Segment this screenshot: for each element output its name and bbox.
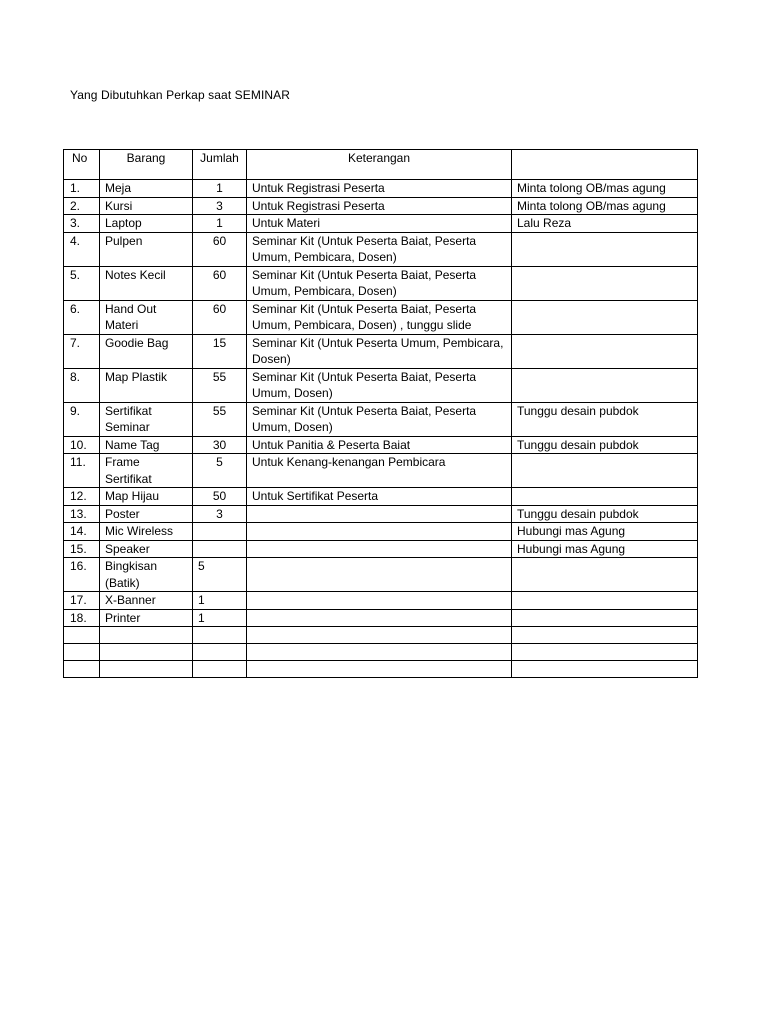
cell-no [64,644,100,661]
cell-jumlah: 60 [193,300,247,334]
cell-no: 2. [64,197,100,215]
document-title: Yang Dibutuhkan Perkap saat SEMINAR [70,88,291,102]
cell-barang: Speaker [100,540,193,558]
cell-no: 16. [64,558,100,592]
cell-jumlah: 55 [193,402,247,436]
cell-keterangan [247,627,512,644]
cell-jumlah: 15 [193,334,247,368]
cell-no: 9. [64,402,100,436]
cell-jumlah: 1 [193,180,247,198]
table-row [64,558,698,592]
table-header [64,150,698,180]
cell-jumlah: 30 [193,436,247,454]
cell-no: 13. [64,505,100,523]
cell-keterangan [247,609,512,627]
cell-jumlah: 60 [193,232,247,266]
table-row [64,436,698,454]
table-row [64,661,698,678]
cell-keterangan: Untuk Materi [247,215,512,233]
cell-keterangan [247,505,512,523]
table-row [64,540,698,558]
cell-barang: Hand Out Materi [100,300,193,334]
table-row [64,232,698,266]
cell-no: 17. [64,592,100,610]
table-row [64,488,698,506]
table-row [64,523,698,541]
cell-barang: Bingkisan (Batik) [100,558,193,592]
equipment-table [63,149,698,678]
header-extra [512,150,698,180]
cell-jumlah [193,644,247,661]
table-row [64,300,698,334]
cell-no: 4. [64,232,100,266]
cell-no: 11. [64,454,100,488]
cell-barang: Map Plastik [100,368,193,402]
cell-keterangan [247,661,512,678]
cell-barang [100,627,193,644]
cell-barang: Kursi [100,197,193,215]
cell-note [512,558,698,592]
cell-no [64,627,100,644]
cell-note: Tunggu desain pubdok [512,436,698,454]
cell-keterangan: Seminar Kit (Untuk Peserta Umum, Pembicara, Dosen) [247,334,512,368]
table-row [64,592,698,610]
cell-keterangan: Seminar Kit (Untuk Peserta Baiat, Peserta Umum, Pembicara, Dosen) [247,232,512,266]
cell-barang: Sertifikat Seminar [100,402,193,436]
cell-barang: Notes Kecil [100,266,193,300]
cell-note [512,368,698,402]
cell-note [512,454,698,488]
table-row [64,609,698,627]
cell-keterangan: Untuk Kenang-kenangan Pembicara [247,454,512,488]
cell-barang: Meja [100,180,193,198]
cell-no: 12. [64,488,100,506]
header-no: No [64,150,100,180]
table-row [64,334,698,368]
cell-no [64,661,100,678]
cell-keterangan [247,540,512,558]
cell-note [512,661,698,678]
cell-no: 10. [64,436,100,454]
cell-note [512,488,698,506]
cell-note: Minta tolong OB/mas agung [512,180,698,198]
table-row [64,454,698,488]
cell-jumlah: 1 [193,609,247,627]
cell-barang: Laptop [100,215,193,233]
cell-keterangan: Seminar Kit (Untuk Peserta Baiat, Peserta Umum, Dosen) [247,368,512,402]
cell-no: 14. [64,523,100,541]
cell-keterangan [247,558,512,592]
cell-note [512,300,698,334]
cell-jumlah: 3 [193,505,247,523]
cell-note [512,609,698,627]
cell-keterangan: Seminar Kit (Untuk Peserta Baiat, Peserta Umum, Dosen) [247,402,512,436]
cell-note [512,592,698,610]
table-row [64,266,698,300]
table-row [64,644,698,661]
cell-keterangan: Seminar Kit (Untuk Peserta Baiat, Peserta Umum, Pembicara, Dosen) , tunggu slide [247,300,512,334]
cell-note: Lalu Reza [512,215,698,233]
cell-keterangan: Untuk Registrasi Peserta [247,180,512,198]
table-body [64,180,698,678]
cell-jumlah: 50 [193,488,247,506]
table-row [64,505,698,523]
cell-barang: Frame Sertifikat [100,454,193,488]
cell-no: 8. [64,368,100,402]
cell-keterangan [247,523,512,541]
cell-note: Hubungi mas Agung [512,540,698,558]
cell-note [512,232,698,266]
cell-note [512,644,698,661]
cell-barang: Name Tag [100,436,193,454]
header-jumlah: Jumlah [193,150,247,180]
cell-keterangan: Untuk Sertifikat Peserta [247,488,512,506]
table-row [64,197,698,215]
cell-barang: Printer [100,609,193,627]
cell-keterangan: Untuk Panitia & Peserta Baiat [247,436,512,454]
cell-jumlah: 55 [193,368,247,402]
table-row [64,402,698,436]
cell-barang: Mic Wireless [100,523,193,541]
cell-no: 3. [64,215,100,233]
table-row [64,215,698,233]
cell-note [512,334,698,368]
cell-no: 18. [64,609,100,627]
cell-jumlah: 1 [193,592,247,610]
cell-jumlah [193,540,247,558]
cell-jumlah [193,661,247,678]
cell-note: Hubungi mas Agung [512,523,698,541]
cell-note: Minta tolong OB/mas agung [512,197,698,215]
cell-barang: Map Hijau [100,488,193,506]
cell-no: 6. [64,300,100,334]
header-row [64,150,698,180]
cell-keterangan [247,592,512,610]
cell-note: Tunggu desain pubdok [512,402,698,436]
cell-barang: Goodie Bag [100,334,193,368]
cell-barang [100,644,193,661]
cell-jumlah: 60 [193,266,247,300]
cell-jumlah: 5 [193,454,247,488]
cell-note: Tunggu desain pubdok [512,505,698,523]
cell-no: 5. [64,266,100,300]
table-row [64,627,698,644]
header-barang: Barang [100,150,193,180]
cell-jumlah [193,523,247,541]
cell-barang: Pulpen [100,232,193,266]
cell-jumlah: 5 [193,558,247,592]
table-row [64,368,698,402]
cell-jumlah [193,627,247,644]
cell-keterangan: Untuk Registrasi Peserta [247,197,512,215]
cell-no: 7. [64,334,100,368]
cell-barang [100,661,193,678]
cell-keterangan: Seminar Kit (Untuk Peserta Baiat, Peserta Umum, Pembicara, Dosen) [247,266,512,300]
table-row [64,180,698,198]
cell-barang: Poster [100,505,193,523]
cell-jumlah: 1 [193,215,247,233]
cell-jumlah: 3 [193,197,247,215]
cell-barang: X-Banner [100,592,193,610]
header-keterangan: Keterangan [247,150,512,180]
cell-no: 1. [64,180,100,198]
cell-keterangan [247,644,512,661]
cell-note [512,266,698,300]
cell-no: 15. [64,540,100,558]
cell-note [512,627,698,644]
